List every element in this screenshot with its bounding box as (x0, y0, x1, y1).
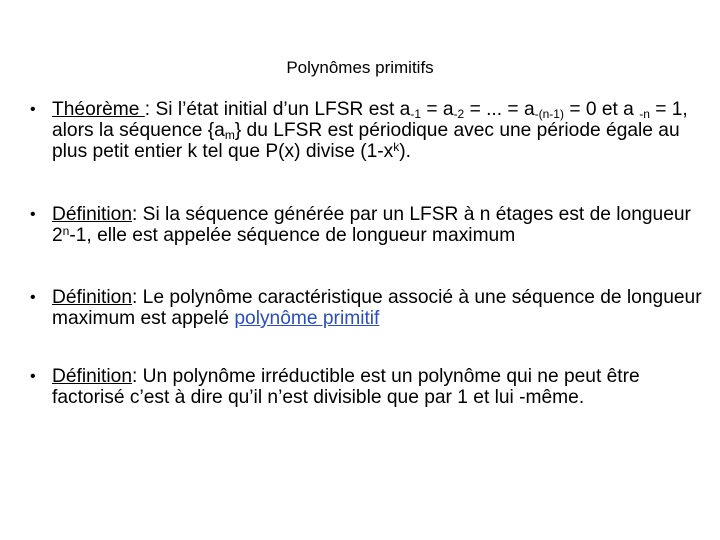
theorem-part-1: : Si l’état initial d’un LFSR est a (144, 99, 411, 120)
theorem-sub-2: -2 (453, 107, 465, 121)
theorem-part-6: } du LFSR est périodique avec une période égale au plus petit entier k tel que P(x) divise (1-x (52, 120, 680, 162)
theorem-sub-1: -1 (410, 107, 422, 121)
definition-3-part-1: : Un polynôme irréductible est un polynôme qui ne peut être factorisé c’est à dire qu’il n’est divisible que par 1 et lui -même. (52, 366, 640, 408)
theorem-sub-3: -(n-1) (534, 107, 564, 121)
definition-2-label: Définition (52, 287, 132, 308)
theorem-part-4: = 0 et a (563, 99, 640, 120)
definition-2-part-1: : Le polynôme caractéristique associé à une séquence de longueur maximum est appelé (52, 287, 702, 329)
theorem-part-5: = 1, alors la séquence {a (52, 99, 688, 141)
theorem-text (52, 99, 702, 162)
definition-3-label: Définition (52, 366, 132, 387)
bullet-marker: • (30, 368, 36, 385)
theorem-sub-5: m (224, 128, 235, 142)
definition-1-label: Définition (52, 204, 132, 225)
definition-1-part-2: -1, elle est appelée séquence de longueur maximum (69, 225, 516, 246)
bullet-marker: • (30, 206, 36, 223)
theorem-part-7: ). (399, 141, 411, 162)
theorem-sub-4: -n (639, 107, 650, 121)
definition-2-text (52, 287, 702, 329)
theorem-label: Théorème (52, 99, 145, 120)
definition-1-text (52, 204, 702, 246)
definition-1-part-1: : Si la séquence générée par un LFSR à n étages est de longueur 2 (52, 204, 691, 246)
slide-title: Polynômes primitifs (286, 58, 434, 77)
bullet-marker: • (30, 101, 36, 118)
primitive-polynomial-link[interactable]: polynôme primitif (234, 308, 380, 329)
theorem-part-2: = a (421, 99, 454, 120)
theorem-part-3: = ... = a (464, 99, 535, 120)
definition-1-sup: n (62, 224, 70, 238)
definition-3-text (52, 366, 702, 408)
bullet-marker: • (30, 289, 36, 306)
theorem-sup-1: k (393, 140, 400, 154)
